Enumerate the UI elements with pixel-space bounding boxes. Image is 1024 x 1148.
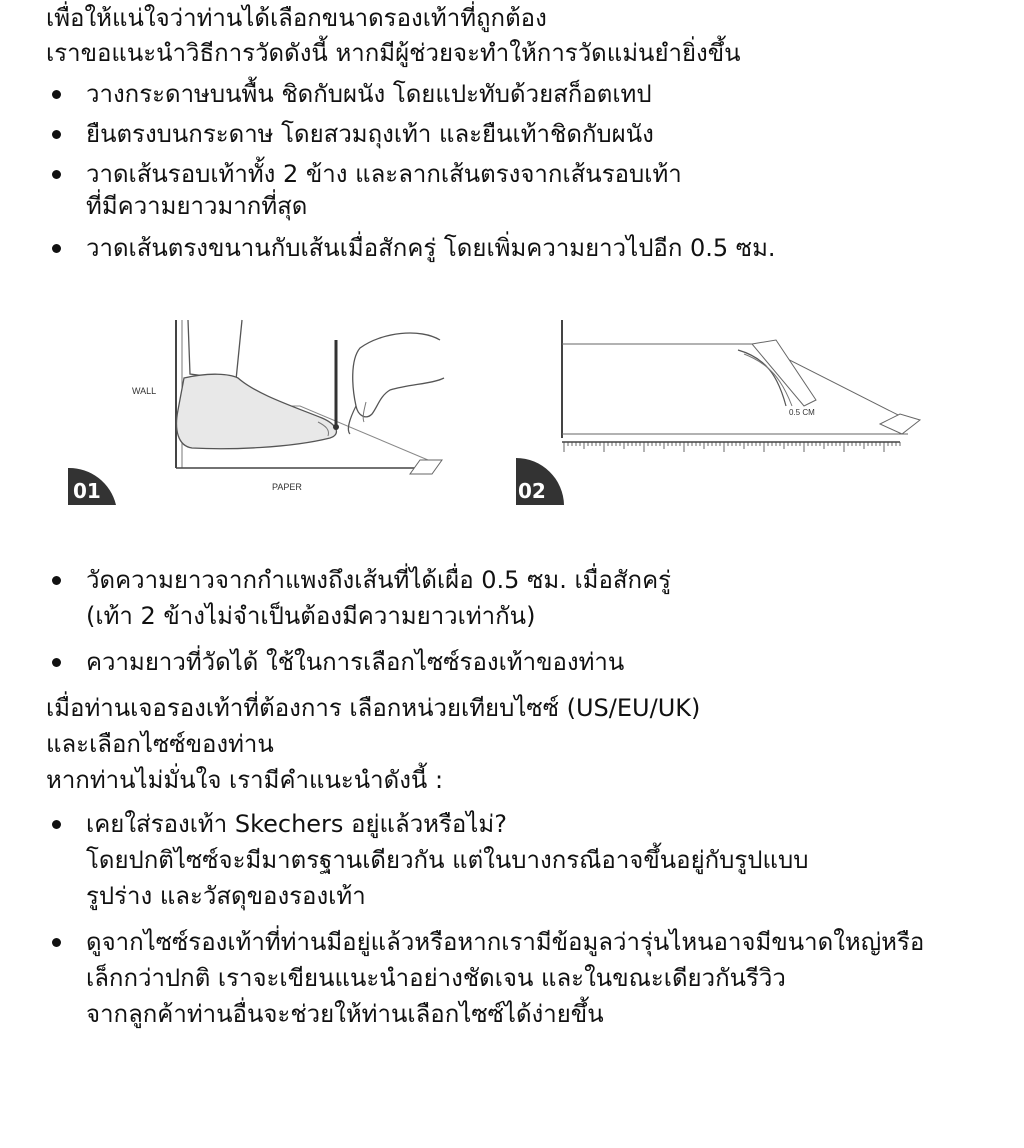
steps-before-list xyxy=(46,78,776,264)
bullet-icon xyxy=(52,130,61,139)
list-item xyxy=(46,118,776,150)
finger-outline xyxy=(363,402,366,422)
list-item xyxy=(46,158,776,222)
finger-outline xyxy=(348,406,356,434)
paper-corner xyxy=(410,460,442,474)
figure-02 xyxy=(508,310,938,520)
measure-label: 0.5 CM xyxy=(789,408,815,417)
intro-line-1: เพื่อให้แน่ใจว่าท่านได้เลือกขนาดรองเท้าที่ถูกต้อง xyxy=(46,4,547,32)
paper-corner xyxy=(880,414,920,434)
step-text: วาดเส้นตรงขนานกับเส้นเมื่อสักครู่ โดยเพิ่มความยาวไปอีก 0.5 ซม. xyxy=(86,234,776,262)
tip-text: โดยปกติไซซ์จะมีมาตรฐานเดียวกัน แต่ในบางกรณีอาจขึ้นอยู่กับรูปแบบ xyxy=(86,846,809,874)
step-text: วาดเส้นรอบเท้าทั้ง 2 ข้าง และลากเส้นตรงจากเส้นรอบเท้า xyxy=(86,160,682,188)
intro-line-2: เราขอแนะนำวิธีการวัดดังนี้ หากมีผู้ช่วยจะทำให้การวัดแม่นยำยิ่งขึ้น xyxy=(46,39,741,67)
figure-01 xyxy=(60,310,460,520)
measure-line-illustration xyxy=(508,310,938,520)
step-text: วางกระดาษบนพื้น ชิดกับผนัง โดยแปะทับด้วยสก็อตเทป xyxy=(86,80,652,108)
foot-on-paper-illustration xyxy=(60,310,460,520)
choose-line-2: และเลือกไซซ์ของท่าน xyxy=(46,730,274,758)
leg-outline xyxy=(188,320,242,380)
tip-text: เล็กกว่าปกติ เราจะเขียนแนะนำอย่างชัดเจน และในขณะเดียวกันรีวิว xyxy=(86,964,786,992)
bullet-icon xyxy=(52,820,61,829)
choose-line-1: เมื่อท่านเจอรองเท้าที่ต้องการ เลือกหน่วยเทียบไซซ์ (US/EU/UK) xyxy=(46,694,701,722)
list-item xyxy=(46,562,671,634)
step-text: ที่มีความยาวมากที่สุด xyxy=(86,192,308,220)
list-item xyxy=(46,232,776,264)
bullet-icon xyxy=(52,576,61,585)
paper-label: PAPER xyxy=(272,482,302,492)
pencil-tip xyxy=(333,424,339,430)
tip-text: ดูจากไซซ์รองเท้าที่ท่านมีอยู่แล้วหรือหากเรามีข้อมูลว่ารุ่นไหนอาจมีขนาดใหญ่หรือ xyxy=(86,928,925,956)
bullet-icon xyxy=(52,938,61,947)
bullet-icon xyxy=(52,170,61,179)
tip-text: รูปร่าง และวัสดุของรองเท้า xyxy=(86,882,366,910)
step-text: ความยาวที่วัดได้ ใช้ในการเลือกไซซ์รองเท้าของท่าน xyxy=(86,648,625,676)
tip-text: เคยใส่รองเท้า Skechers อยู่แล้วหรือไม่? xyxy=(86,810,507,838)
step-text: (เท้า 2 ข้างไม่จำเป็นต้องมีความยาวเท่ากัน) xyxy=(86,602,536,630)
list-item xyxy=(46,806,924,914)
bullet-icon xyxy=(52,244,61,253)
hand-outline xyxy=(353,333,444,417)
list-item xyxy=(46,644,671,680)
list-item xyxy=(46,924,924,1032)
step-badge-number: 02 xyxy=(518,479,546,503)
bullet-icon xyxy=(52,658,61,667)
step-text: วัดความยาวจากกำแพงถึงเส้นที่ได้เผื่อ 0.5 ซม. เมื่อสักครู่ xyxy=(86,566,672,594)
steps-after-list xyxy=(46,562,671,680)
tips-list xyxy=(46,806,924,1032)
choose-line-3: หากท่านไม่มั่นใจ เรามีคำแนะนำดังนี้ : xyxy=(46,766,444,794)
step-text: ยืนตรงบนกระดาษ โดยสวมถุงเท้า และยืนเท้าชิดกับผนัง xyxy=(86,120,654,148)
bullet-icon xyxy=(52,90,61,99)
measure-strip xyxy=(752,340,816,406)
tip-text: จากลูกค้าท่านอื่นจะช่วยให้ท่านเลือกไซซ์ได้ง่ายขึ้น xyxy=(86,1000,604,1028)
ruler-ticks xyxy=(564,442,900,452)
list-item xyxy=(46,78,776,110)
wall-label: WALL xyxy=(132,386,157,396)
step-badge-number: 01 xyxy=(73,479,101,503)
